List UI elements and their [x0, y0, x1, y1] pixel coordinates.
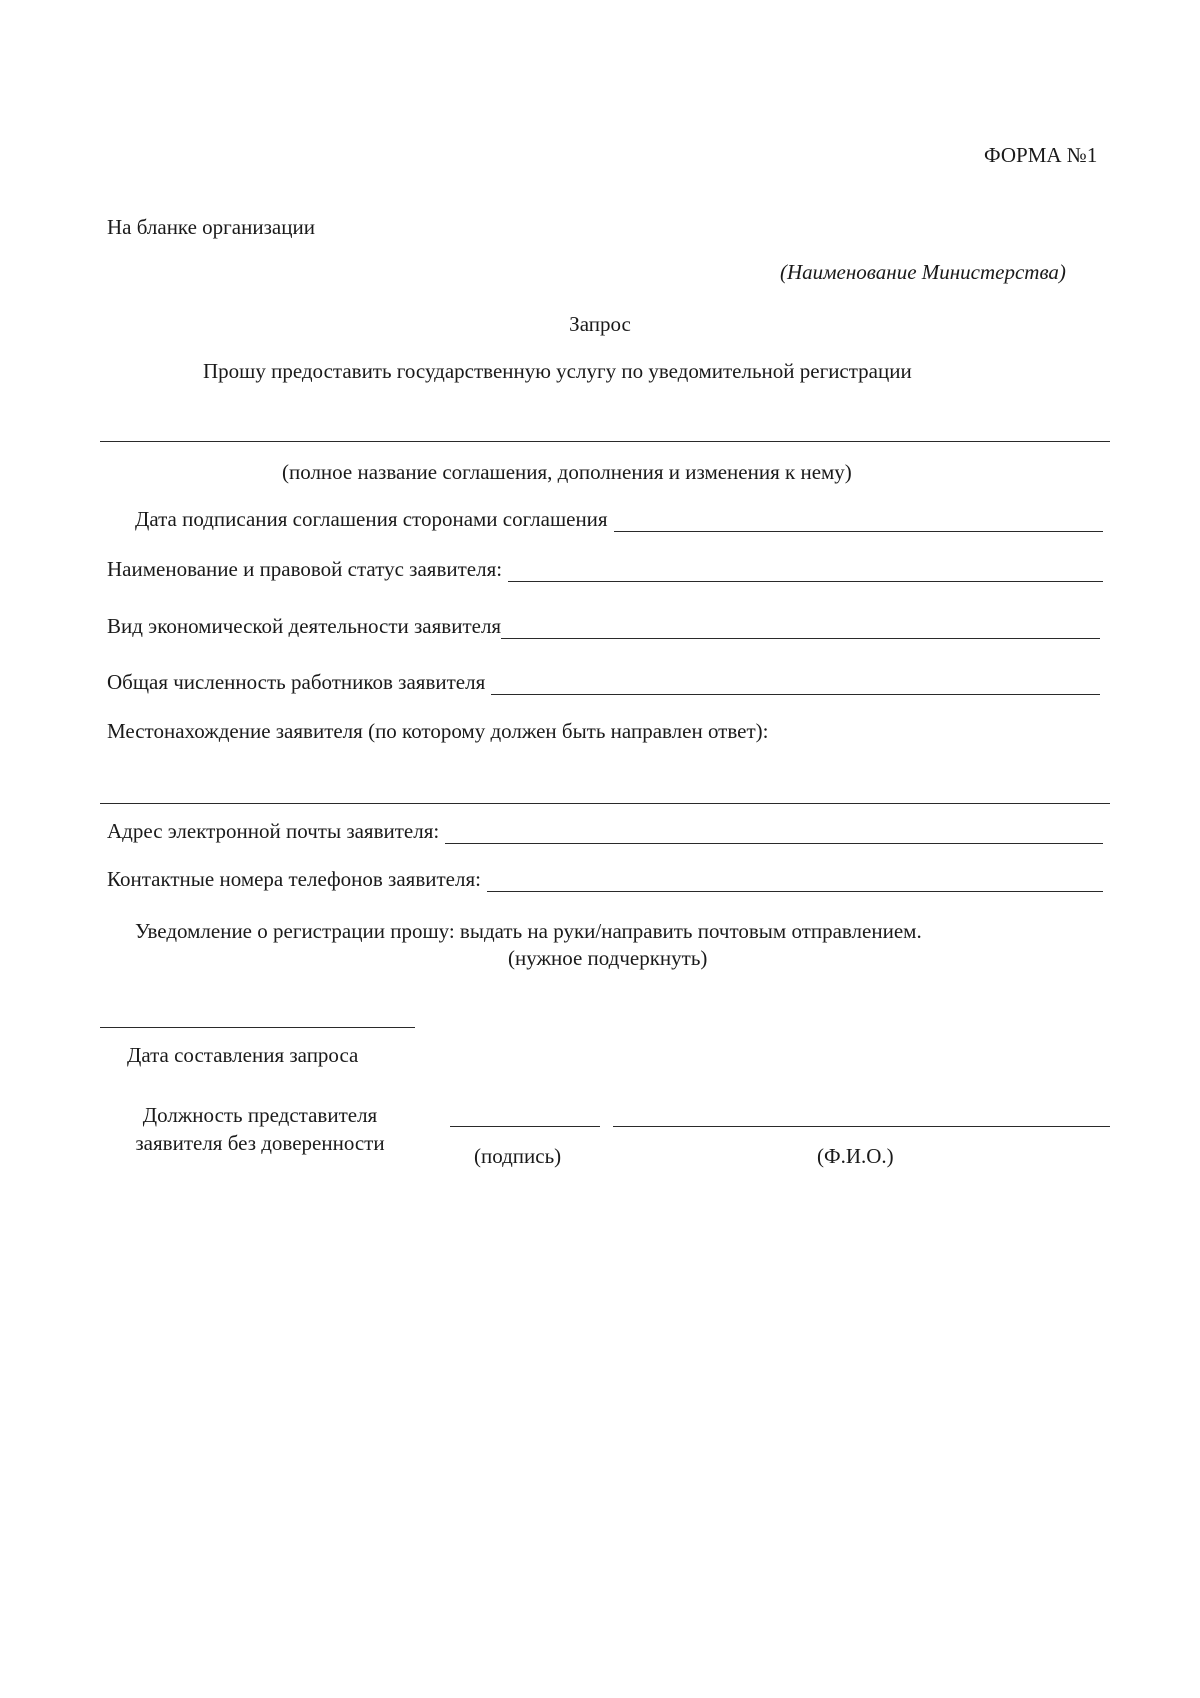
fio-line	[613, 1126, 1110, 1127]
signature-line	[450, 1126, 600, 1127]
agreement-name-line	[100, 441, 1110, 442]
field-economic-activity	[107, 613, 1100, 639]
field-signing-date-label: Дата подписания соглашения сторонами соглашения	[135, 507, 608, 531]
signature-caption: (подпись)	[474, 1144, 562, 1168]
fio-caption: (Ф.И.О.)	[817, 1144, 894, 1168]
field-email	[107, 818, 1103, 844]
field-email-label: Адрес электронной почты заявителя:	[107, 819, 440, 843]
request-date-caption: Дата составления запроса	[127, 1043, 359, 1067]
field-employee-count-label: Общая численность работников заявителя	[107, 670, 486, 694]
field-signing-date-line	[614, 511, 1103, 532]
field-employee-count	[107, 669, 1100, 695]
ministry-placeholder: (Наименование Министерства)	[780, 260, 1066, 284]
representative-position-line1: Должность представителя	[142, 1103, 378, 1127]
field-applicant-name-status-line	[508, 561, 1103, 582]
field-economic-activity-label: Вид экономической деятельности заявителя	[107, 614, 502, 638]
field-location-line	[100, 803, 1110, 804]
document-title: Запрос	[569, 312, 631, 336]
field-applicant-name-status-label: Наименование и правовой статус заявителя:	[107, 557, 503, 581]
request-text: Прошу предоставить государственную услугу по уведомительной регистрации	[203, 359, 912, 383]
field-economic-activity-line	[501, 618, 1100, 639]
field-applicant-name-status	[107, 556, 1103, 582]
field-email-line	[445, 823, 1103, 844]
request-date-line	[100, 1027, 415, 1028]
field-phones	[107, 866, 1103, 892]
agreement-caption: (полное название соглашения, дополнения и изменения к нему)	[282, 460, 852, 484]
field-phones-label: Контактные номера телефонов заявителя:	[107, 867, 481, 891]
field-location-label: Местонахождение заявителя (по которому должен быть направлен ответ):	[107, 719, 769, 743]
letterhead-note: На бланке организации	[107, 215, 315, 239]
field-signing-date	[135, 506, 1103, 532]
form-number: ФОРМА №1	[984, 143, 1098, 167]
field-employee-count-line	[491, 674, 1100, 695]
notification-hint: (нужное подчеркнуть)	[508, 946, 708, 970]
representative-position-line2: заявителя без доверенности	[135, 1131, 385, 1155]
notification-line: Уведомление о регистрации прошу: выдать на руки/направить почтовым отправлением.	[135, 919, 922, 943]
field-phones-line	[487, 871, 1103, 892]
